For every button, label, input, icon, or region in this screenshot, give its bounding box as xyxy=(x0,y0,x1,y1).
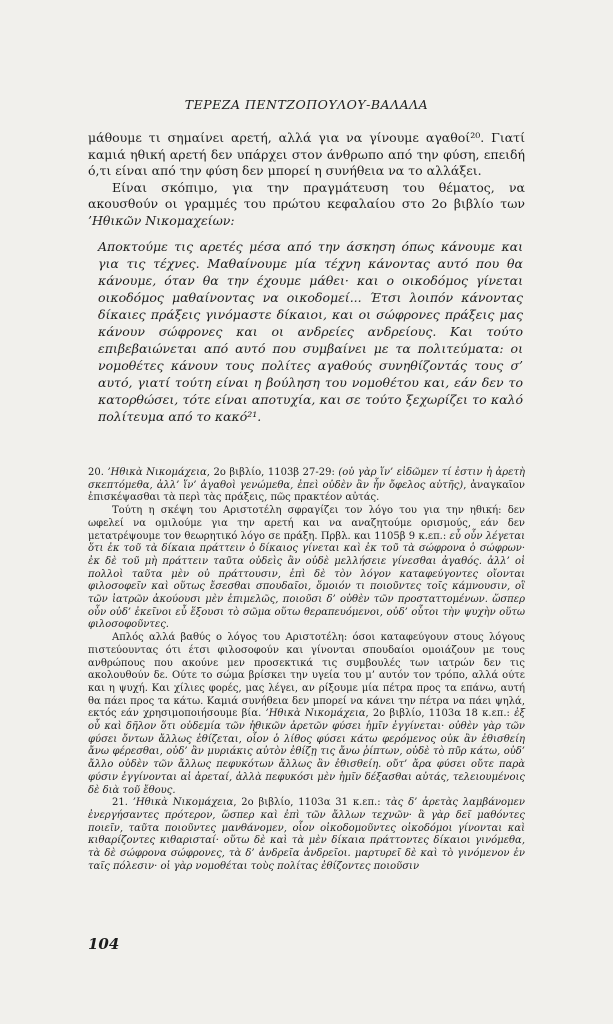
paragraph: μάθουμε τι σημαίνει αρετή, αλλά για να γίνουμε αγαθοί²⁰. Γιατί καμιά ηθική αρετή δεν υπάρχει στον άνθρωπο από την φύση, επειδή ό,τι είναι από την φύση δεν μπορεί η συνήθεια να το αλλάξει. xyxy=(88,130,525,178)
footnote-20 xyxy=(88,467,525,505)
greek-quotation: ἐξ οὗ καὶ δῆλον ὅτι οὐδεμία τῶν ἠθικῶν ἀρετῶν φύσει ἡμῖν ἐγγίνεται· οὐθὲν γὰρ τῶν φύσει ὄντων ἄλλως ἐθίζεται, οἷον ὁ λίθος φύσει κάτω φερόμενος οὐκ ἂν ἐθισθείη ἄνω φέρεσθαι, οὐδ’ ἂν μυριάκις αὐτὸν ἐθίζῃ τις ἄνω ῥίπτων, οὐδὲ τὸ πῦρ κάτω, οὐδ’ ἄλλο οὐδὲν τῶν ἄλλως πεφυκότων ἄλλως ἂν ἐθισθείη. οὔτ’ ἄρα φύσει οὔτε παρὰ φύσιν ἐγγίνονται αἱ ἀρεταί, ἀλλὰ πεφυκόσι μὲν ἡμῖν δέξασθαι αὐτάς, τελειουμένοις δὲ διὰ τοῦ ἔθους. xyxy=(88,708,525,796)
footnote-21 xyxy=(88,797,525,873)
quote-text: Αποκτούμε τις αρετές μέσα από την άσκηση όπως κάνουμε και για τις τέχνες. Μαθαίνουμε μία τέχνη κάνοντας αυτό που θα κάνουμε, όταν θα την έχουμε μάθει· και ο οικοδόμος γίνεται οικοδόμος μαθαίνοντας να οικοδομεί... Έτσι λοιπόν κάνοντας δίκαιες πράξεις γινόμαστε δίκαιοι, και οι σώφρονες πράξεις μας κάνουν σώφρονες και οι ανδρείες ανδρείους. Και τούτο επιβεβαιώνεται από αυτό που συμβαίνει με τα πολιτεύματα: οι νομοθέτες κάνουν τους πολίτες αγαθούς συνηθίζοντάς τους σ’ αυτό, γιατί τούτη είναι η βούληση του νομοθέτου και, εάν δεν το κατορθώσει, τότε είναι αποτυχία, και σε τούτο ξεχωρίζει το καλό πολίτευμα από το κακό²¹. xyxy=(98,239,523,424)
main-text xyxy=(88,130,525,229)
note-text: Τούτη η σκέψη του Αριστοτέλη σφραγίζει τον λόγο του για την ηθική: δεν ωφελεί να ομιλούμε για την αρετή και να αναζητούμε ορισμούς, εάν δεν μετατρέψουμε τον θεωρητικό λόγο σε πράξη. Πρβλ. και 1105β 9 κ.επ.: xyxy=(88,505,525,542)
reference: , 2ο βιβλίο, 1103α 31 κ.επ.: xyxy=(233,797,386,809)
work-title: ’Ηθικῶν Νικομαχείων: xyxy=(88,212,235,228)
paragraph-text: Είναι σκόπιμο, για την πραγμάτευση του θέματος, να ακουσθούν οι γραμμές του πρώτου κεφαλαίου στο 2ο βιβλίο των xyxy=(88,179,525,211)
reference: , 2ο βιβλίο, 1103α 18 κ.επ.: xyxy=(365,708,515,720)
greek-quotation: τὰς δ’ ἀρετὰς λαμβάνομεν ἐνεργήσαντες πρότερον, ὥσπερ καὶ ἐπὶ τῶν ἄλλων τεχνῶν· ἃ γὰρ δεῖ μαθόντες ποιεῖν, ταῦτα ποιοῦντες μανθάνομεν, οἷον οἰκοδομοῦντες οἰκοδόμοι γίνονται καὶ κιθαρίζοντες κιθαρισταί· οὕτω δὲ καὶ τὰ μὲν δίκαια πράττοντες δίκαιοι γινόμεθα, τὰ δὲ σώφρονα σώφρονες, τὰ δ’ ἀνδρεῖα ἀνδρεῖοι. μαρτυρεῖ δὲ καὶ τὸ γινόμενον ἐν ταῖς πόλεσιν· οἱ γὰρ νομοθέται τοὺς πολίτας ἐθίζοντες ποιοῦσιν xyxy=(88,797,525,872)
work-title: ’Ηθικὰ Νικομάχεια xyxy=(265,708,366,720)
note-number: 20. xyxy=(88,467,108,478)
greek-text: , ἀναγκαῖον ἐπισκέψασθαι τὰ περὶ τὰς πράξεις, πῶς πρακτέον αὐτάς. xyxy=(88,479,525,504)
running-header: ΤΕΡΕΖΑ ΠΕΝΤΖΟΠΟΥΛΟΥ-ΒΑΛΑΛΑ xyxy=(184,97,429,112)
block-quote xyxy=(98,238,523,425)
note-text: Απλός αλλά βαθύς ο λόγος του Αριστοτέλη: όσοι καταφεύγουν στους λόγους πιστεύουντας ότι έτσι φιλοσοφούν και γίνονται σπουδαίοι ομοιάζουν με τους ανθρώπους που ακούνε μεν προσεκτικά τις συμβουλές των ιατρών δεν τις ακολουθούν δε. Ούτε το σώμα βρίσκει την υγεία του μ’ αυτόν τον τρόπο, αλλά ούτε και η ψυχή. Και χίλιες φορές, μας λέγει, αν ρίξουμε μία πέτρα προς τα επάνω, αυτή θα πάει προς τα κάτω. Καμιά συνήθεια δεν μπορεί να κάνει την πέτρα να πάει ψηλά, εκτός εάν χρησιμοποιήσουμε βία. xyxy=(88,632,525,720)
footnote-paragraph xyxy=(88,632,525,797)
paragraph xyxy=(88,180,525,230)
footnotes xyxy=(88,467,525,874)
work-title: ’Ηθικὰ Νικομάχεια xyxy=(132,797,234,809)
greek-quotation: εὖ οὖν λέγεται ὅτι ἐκ τοῦ τὰ δίκαια πράττειν ὁ δίκαιος γίνεται καὶ ἐκ τοῦ τὰ σώφρονα ὁ σώφρων· ἐκ δὲ τοῦ μὴ πράττειν ταῦτα οὐδεὶς ἂν οὐδὲ μελλήσειε γίνεσθαι ἀγαθός. ἀλλ’ οἱ πολλοὶ ταῦτα μὲν οὐ πράττουσιν, ἐπὶ δὲ τὸν λόγον καταφεύγοντες οἴονται φιλοσοφεῖν καὶ οὕτως ἔσεσθαι σπουδαῖοι, ὅμοιόν τι ποιοῦντες τοῖς κάμνουσιν, οἳ τῶν ἰατρῶν ἀκούουσι μὲν ἐπιμελῶς, ποιοῦσι δ’ οὐθὲν τῶν προσταττομένων. ὥσπερ οὖν οὐδ’ ἐκεῖνοι εὖ ἕξουσι τὸ σῶμα οὕτω θεραπευόμενοι, οὐδ’ οὗτοι τὴν ψυχὴν οὕτω φιλοσοφοῦντες. xyxy=(88,530,526,631)
reference: , 2ο βιβλίο, 1103β 27-29: xyxy=(206,467,339,478)
note-number: 21. xyxy=(112,797,133,809)
work-title: ’Ηθικὰ Νικομάχεια xyxy=(107,467,207,478)
greek-quotation: (οὐ γὰρ ἵν’ εἰδῶμεν τί ἐστιν ἡ ἀρετὴ σκεπτόμεθα, ἀλλ’ ἵν’ ἀγαθοὶ γενώμεθα, ἐπεὶ οὐδὲν ἂν ἦν ὄφελος αὐτῆς) xyxy=(88,467,526,491)
page-number: 104 xyxy=(88,935,120,953)
footnote-paragraph xyxy=(88,505,525,632)
